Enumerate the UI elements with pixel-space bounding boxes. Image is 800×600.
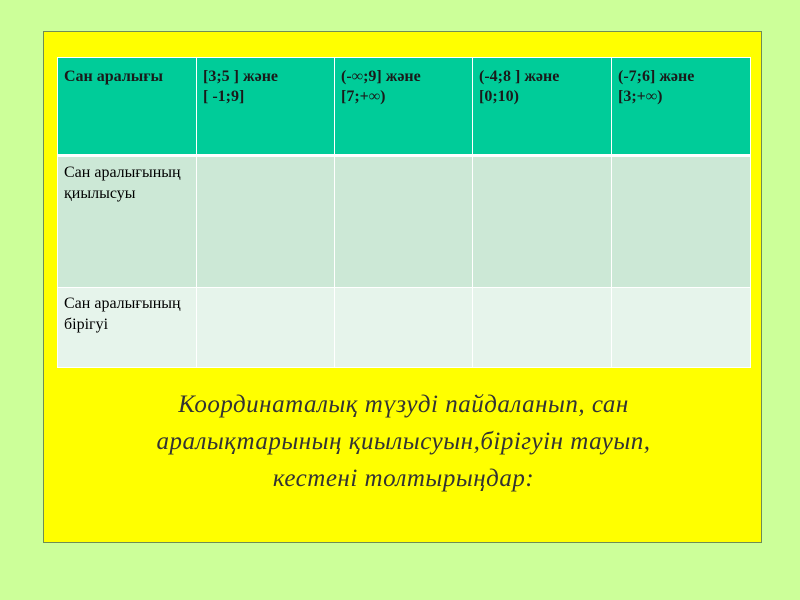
- table-row-intersection: [58, 156, 751, 288]
- header-cell-interval-pair-2: (-∞;9] және [7;+∞): [335, 58, 473, 156]
- header-cell-interval-pair-1: [3;5 ] және [ -1;9]: [197, 58, 335, 156]
- header-cell-number-interval: Сан аралығы: [58, 58, 197, 156]
- table-cell[interactable]: [473, 288, 612, 368]
- table-cell[interactable]: [473, 156, 612, 288]
- table-cell[interactable]: [197, 288, 335, 368]
- table-row-union: [58, 288, 751, 368]
- instruction-line-3: кестені толтырыңдар:: [272, 465, 535, 492]
- row-label-union: Сан аралығының бірігуі: [58, 288, 197, 368]
- header-cell-interval-pair-4: (-7;6] және [3;+∞): [612, 58, 751, 156]
- table-cell[interactable]: [335, 288, 473, 368]
- table-cell[interactable]: [197, 156, 335, 288]
- row-label-intersection: Сан аралығының қиылысуы: [58, 156, 197, 288]
- header-cell-interval-pair-3: (-4;8 ] және [0;10): [473, 58, 612, 156]
- instruction-text: [57, 386, 750, 497]
- instruction-line-2: аралықтарының қиылысуын,бірігуін тауып,: [156, 428, 651, 455]
- table-header-row: [58, 58, 751, 156]
- interval-table: [57, 57, 751, 368]
- table-cell[interactable]: [612, 288, 751, 368]
- instruction-line-1: Координаталық түзуді пайдаланып, сан: [178, 391, 629, 418]
- table-cell[interactable]: [612, 156, 751, 288]
- table-cell[interactable]: [335, 156, 473, 288]
